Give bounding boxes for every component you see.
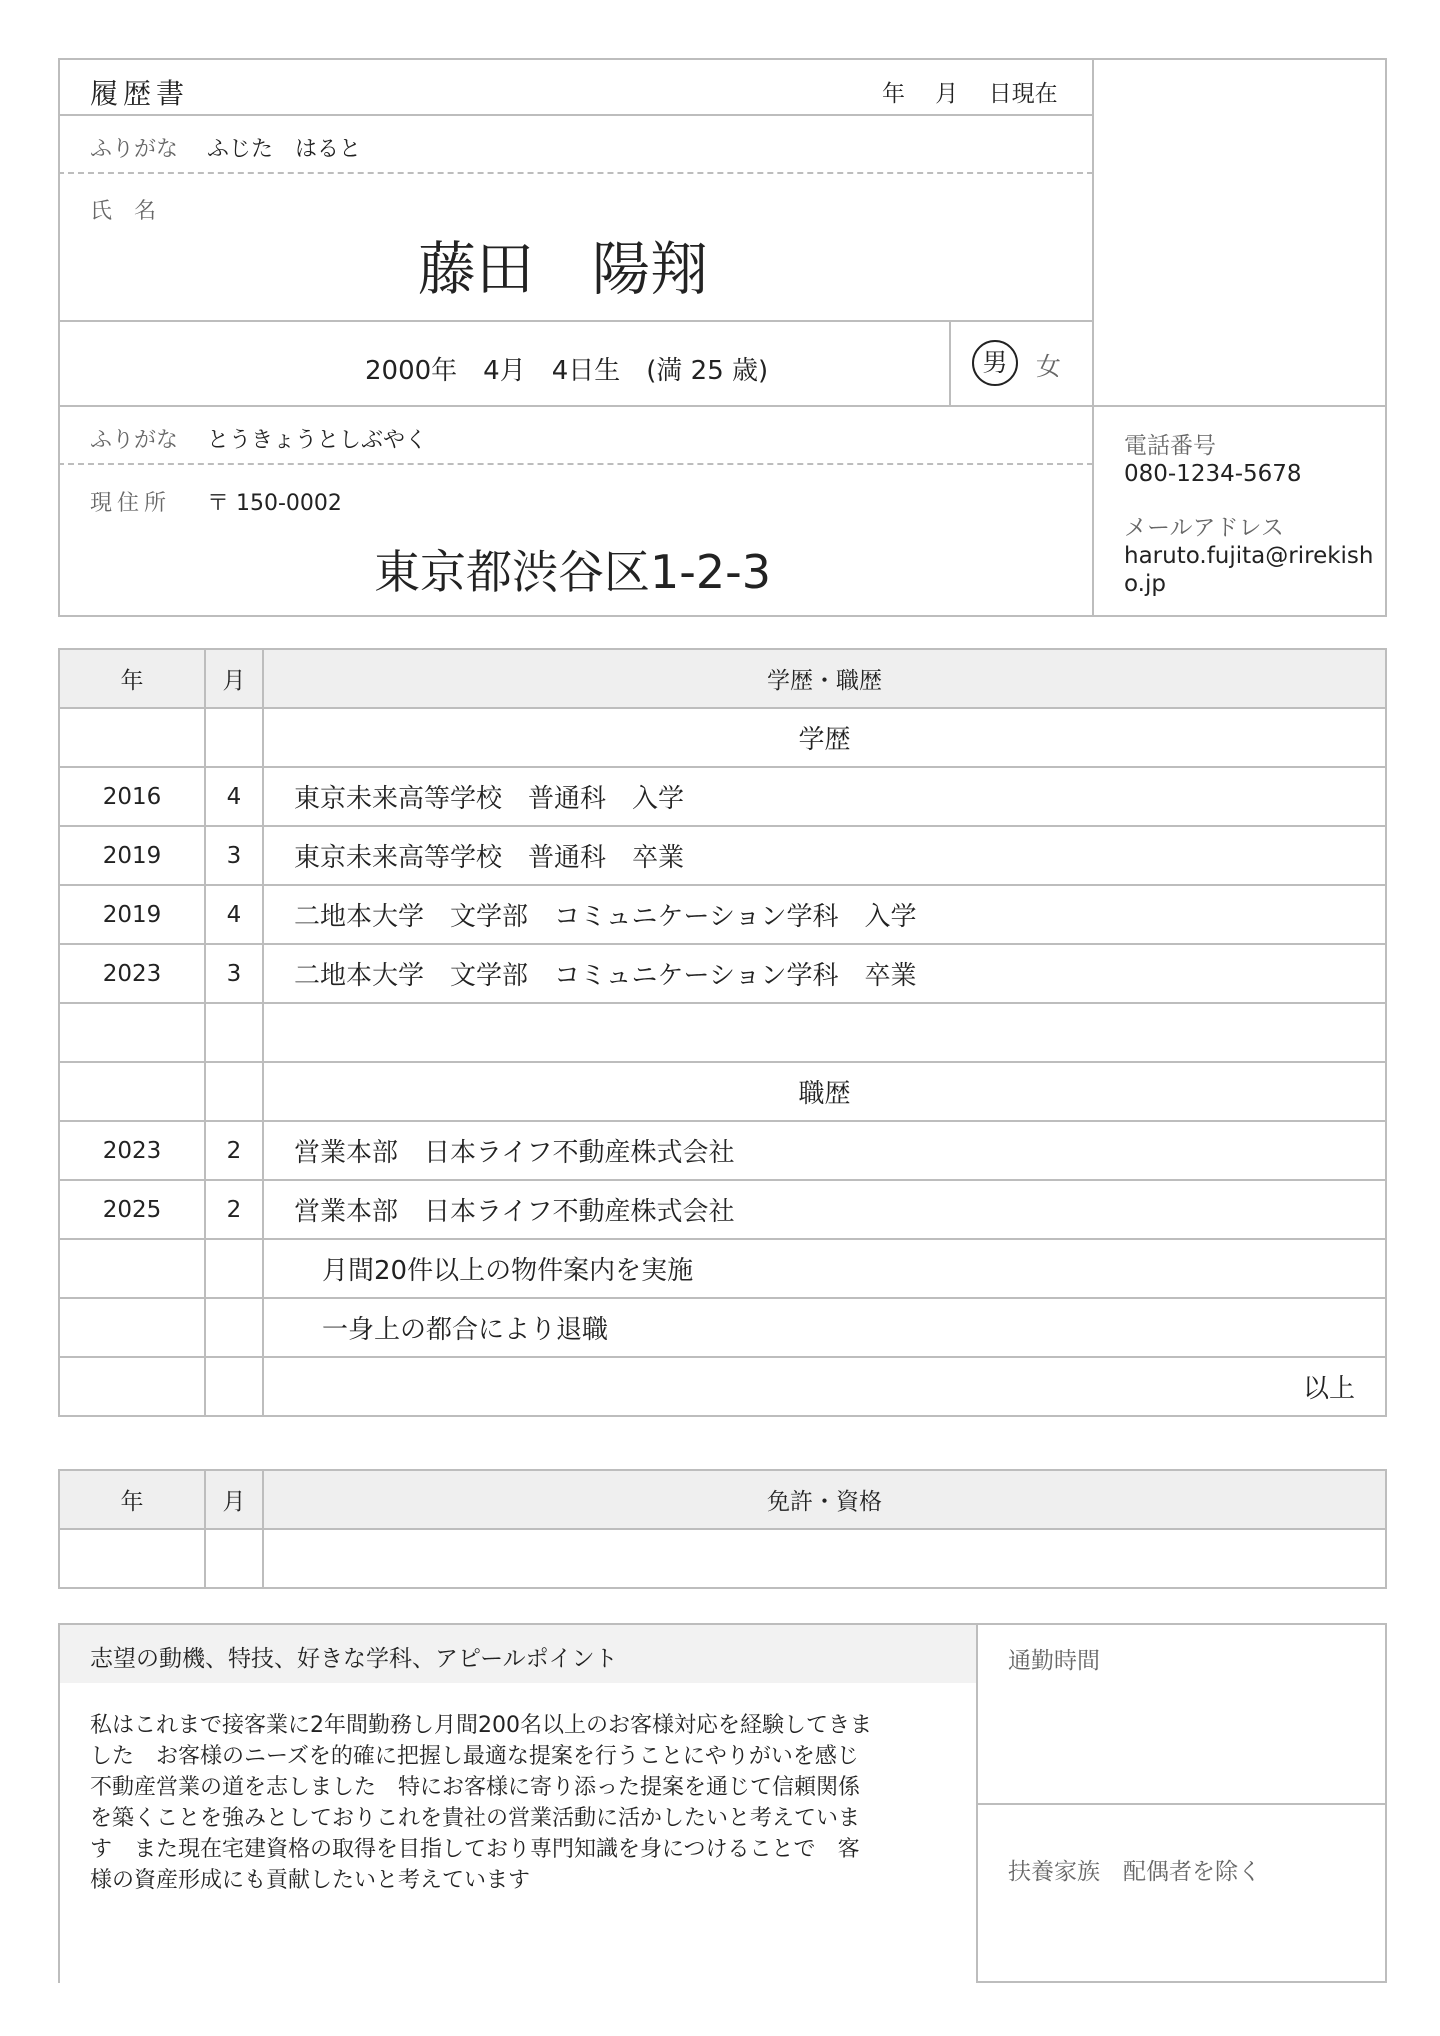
row-text bbox=[263, 1529, 1386, 1588]
row-month: 2 bbox=[205, 1121, 263, 1180]
motivation-line: す また現在宅建資格の取得を目指しており専門知識を身につけることで 客 bbox=[90, 1837, 860, 1862]
row-year: 2023 bbox=[59, 944, 205, 1003]
table-row bbox=[59, 1529, 1386, 1588]
row-month: 3 bbox=[205, 826, 263, 885]
licenses-col-year: 年 bbox=[59, 1470, 205, 1529]
email-line-2: o.jp bbox=[1124, 571, 1166, 597]
table-row bbox=[59, 944, 1386, 1003]
phone-number: 080-1234-5678 bbox=[1124, 461, 1302, 487]
row-month: 4 bbox=[205, 885, 263, 944]
document-title: 履歴書 bbox=[90, 77, 190, 110]
row-year: 2019 bbox=[59, 826, 205, 885]
row-year bbox=[59, 1003, 205, 1062]
motivation-text bbox=[90, 1710, 970, 1896]
row-month bbox=[205, 708, 263, 767]
row-year bbox=[59, 1062, 205, 1121]
name-furigana-label: ふりがな bbox=[90, 137, 179, 162]
email-label: メールアドレス bbox=[1124, 515, 1284, 541]
gender-female: 女 bbox=[1036, 352, 1062, 381]
gender-male: 男 bbox=[982, 348, 1008, 377]
commute-label: 通勤時間 bbox=[1008, 1648, 1100, 1674]
table-row bbox=[59, 1298, 1386, 1357]
licenses-header-row bbox=[59, 1470, 1386, 1529]
row-month: 2 bbox=[205, 1180, 263, 1239]
table-row bbox=[59, 1062, 1386, 1121]
full-name: 藤田 陽翔 bbox=[418, 235, 709, 303]
dependents-label: 扶養家族 配偶者を除く bbox=[1008, 1859, 1261, 1885]
row-month bbox=[205, 1003, 263, 1062]
row-text: 二地本大学 文学部 コミュニケーション学科 入学 bbox=[263, 885, 1386, 944]
address-label: 現住所 bbox=[90, 491, 172, 516]
motivation-title: 志望の動機、特技、好きな学科、アピールポイント bbox=[90, 1646, 618, 1672]
address-furigana-label: ふりがな bbox=[90, 428, 179, 453]
date-current-label: 年 月 日現在 bbox=[882, 81, 1058, 107]
row-year bbox=[59, 1298, 205, 1357]
motivation-line: した お客様のニーズを的確に把握し最適な提案を行うことにやりがいを感じ bbox=[90, 1744, 859, 1769]
row-text bbox=[263, 1003, 1386, 1062]
email-line-1: haruto.fujita@rirekish bbox=[1124, 543, 1374, 569]
motivation-line: 不動産営業の道を志しました 特にお客様に寄り添った提案を通じて信頼関係 bbox=[90, 1775, 861, 1800]
gender-male-circled bbox=[972, 340, 1018, 386]
table-row bbox=[59, 826, 1386, 885]
licenses-col-month: 月 bbox=[205, 1470, 263, 1529]
row-year: 2025 bbox=[59, 1180, 205, 1239]
row-text: 営業本部 日本ライフ不動産株式会社 bbox=[263, 1121, 1386, 1180]
history-col-year: 年 bbox=[59, 649, 205, 708]
row-month: 3 bbox=[205, 944, 263, 1003]
photo-area bbox=[1094, 60, 1385, 404]
table-row bbox=[59, 1121, 1386, 1180]
row-month bbox=[205, 1298, 263, 1357]
licenses-table bbox=[58, 1469, 1387, 1589]
table-row bbox=[59, 708, 1386, 767]
history-col-month: 月 bbox=[205, 649, 263, 708]
table-row bbox=[59, 1180, 1386, 1239]
name-label: 氏 名 bbox=[90, 199, 157, 224]
history-table bbox=[58, 648, 1387, 1417]
row-year bbox=[59, 1529, 205, 1588]
row-month bbox=[205, 1357, 263, 1416]
motivation-line: 私はこれまで接客業に2年間勤務し月間200名以上のお客様対応を経験してきま bbox=[90, 1713, 872, 1738]
section-heading-career: 職歴 bbox=[263, 1062, 1386, 1121]
postal-code: 〒 150-0002 bbox=[207, 491, 342, 516]
table-row bbox=[59, 885, 1386, 944]
table-row bbox=[59, 1239, 1386, 1298]
row-year bbox=[59, 708, 205, 767]
row-month bbox=[205, 1239, 263, 1298]
row-year bbox=[59, 1239, 205, 1298]
history-col-content: 学歴・職歴 bbox=[263, 649, 1386, 708]
row-year: 2019 bbox=[59, 885, 205, 944]
row-text: 月間20件以上の物件案内を実施 bbox=[263, 1239, 1386, 1298]
row-text: 営業本部 日本ライフ不動産株式会社 bbox=[263, 1180, 1386, 1239]
motivation-line: 様の資産形成にも貢献したいと考えています bbox=[90, 1868, 531, 1893]
address-furigana: とうきょうとしぶやく bbox=[207, 428, 428, 453]
birth-date: 2000年 4月 4日生 (満 25 歳) bbox=[365, 356, 769, 386]
row-year: 2016 bbox=[59, 767, 205, 826]
row-year bbox=[59, 1357, 205, 1416]
licenses-col-content: 免許・資格 bbox=[263, 1470, 1386, 1529]
row-month bbox=[205, 1529, 263, 1588]
table-row bbox=[59, 1357, 1386, 1416]
row-month bbox=[205, 1062, 263, 1121]
row-text: 東京未来高等学校 普通科 入学 bbox=[263, 767, 1386, 826]
section-heading-education: 学歴 bbox=[263, 708, 1386, 767]
row-month: 4 bbox=[205, 767, 263, 826]
table-row bbox=[59, 767, 1386, 826]
name-furigana: ふじた はると bbox=[207, 137, 362, 162]
end-marker: 以上 bbox=[263, 1357, 1386, 1416]
row-text: 一身上の都合により退職 bbox=[263, 1298, 1386, 1357]
row-year: 2023 bbox=[59, 1121, 205, 1180]
row-text: 二地本大学 文学部 コミュニケーション学科 卒業 bbox=[263, 944, 1386, 1003]
history-header-row bbox=[59, 649, 1386, 708]
row-text: 東京未来高等学校 普通科 卒業 bbox=[263, 826, 1386, 885]
motivation-line: を築くことを強みとしておりこれを貴社の営業活動に活かしたいと考えていま bbox=[90, 1806, 861, 1831]
table-row bbox=[59, 1003, 1386, 1062]
phone-label: 電話番号 bbox=[1124, 433, 1216, 459]
address-value: 東京都渋谷区1-2-3 bbox=[374, 545, 771, 599]
